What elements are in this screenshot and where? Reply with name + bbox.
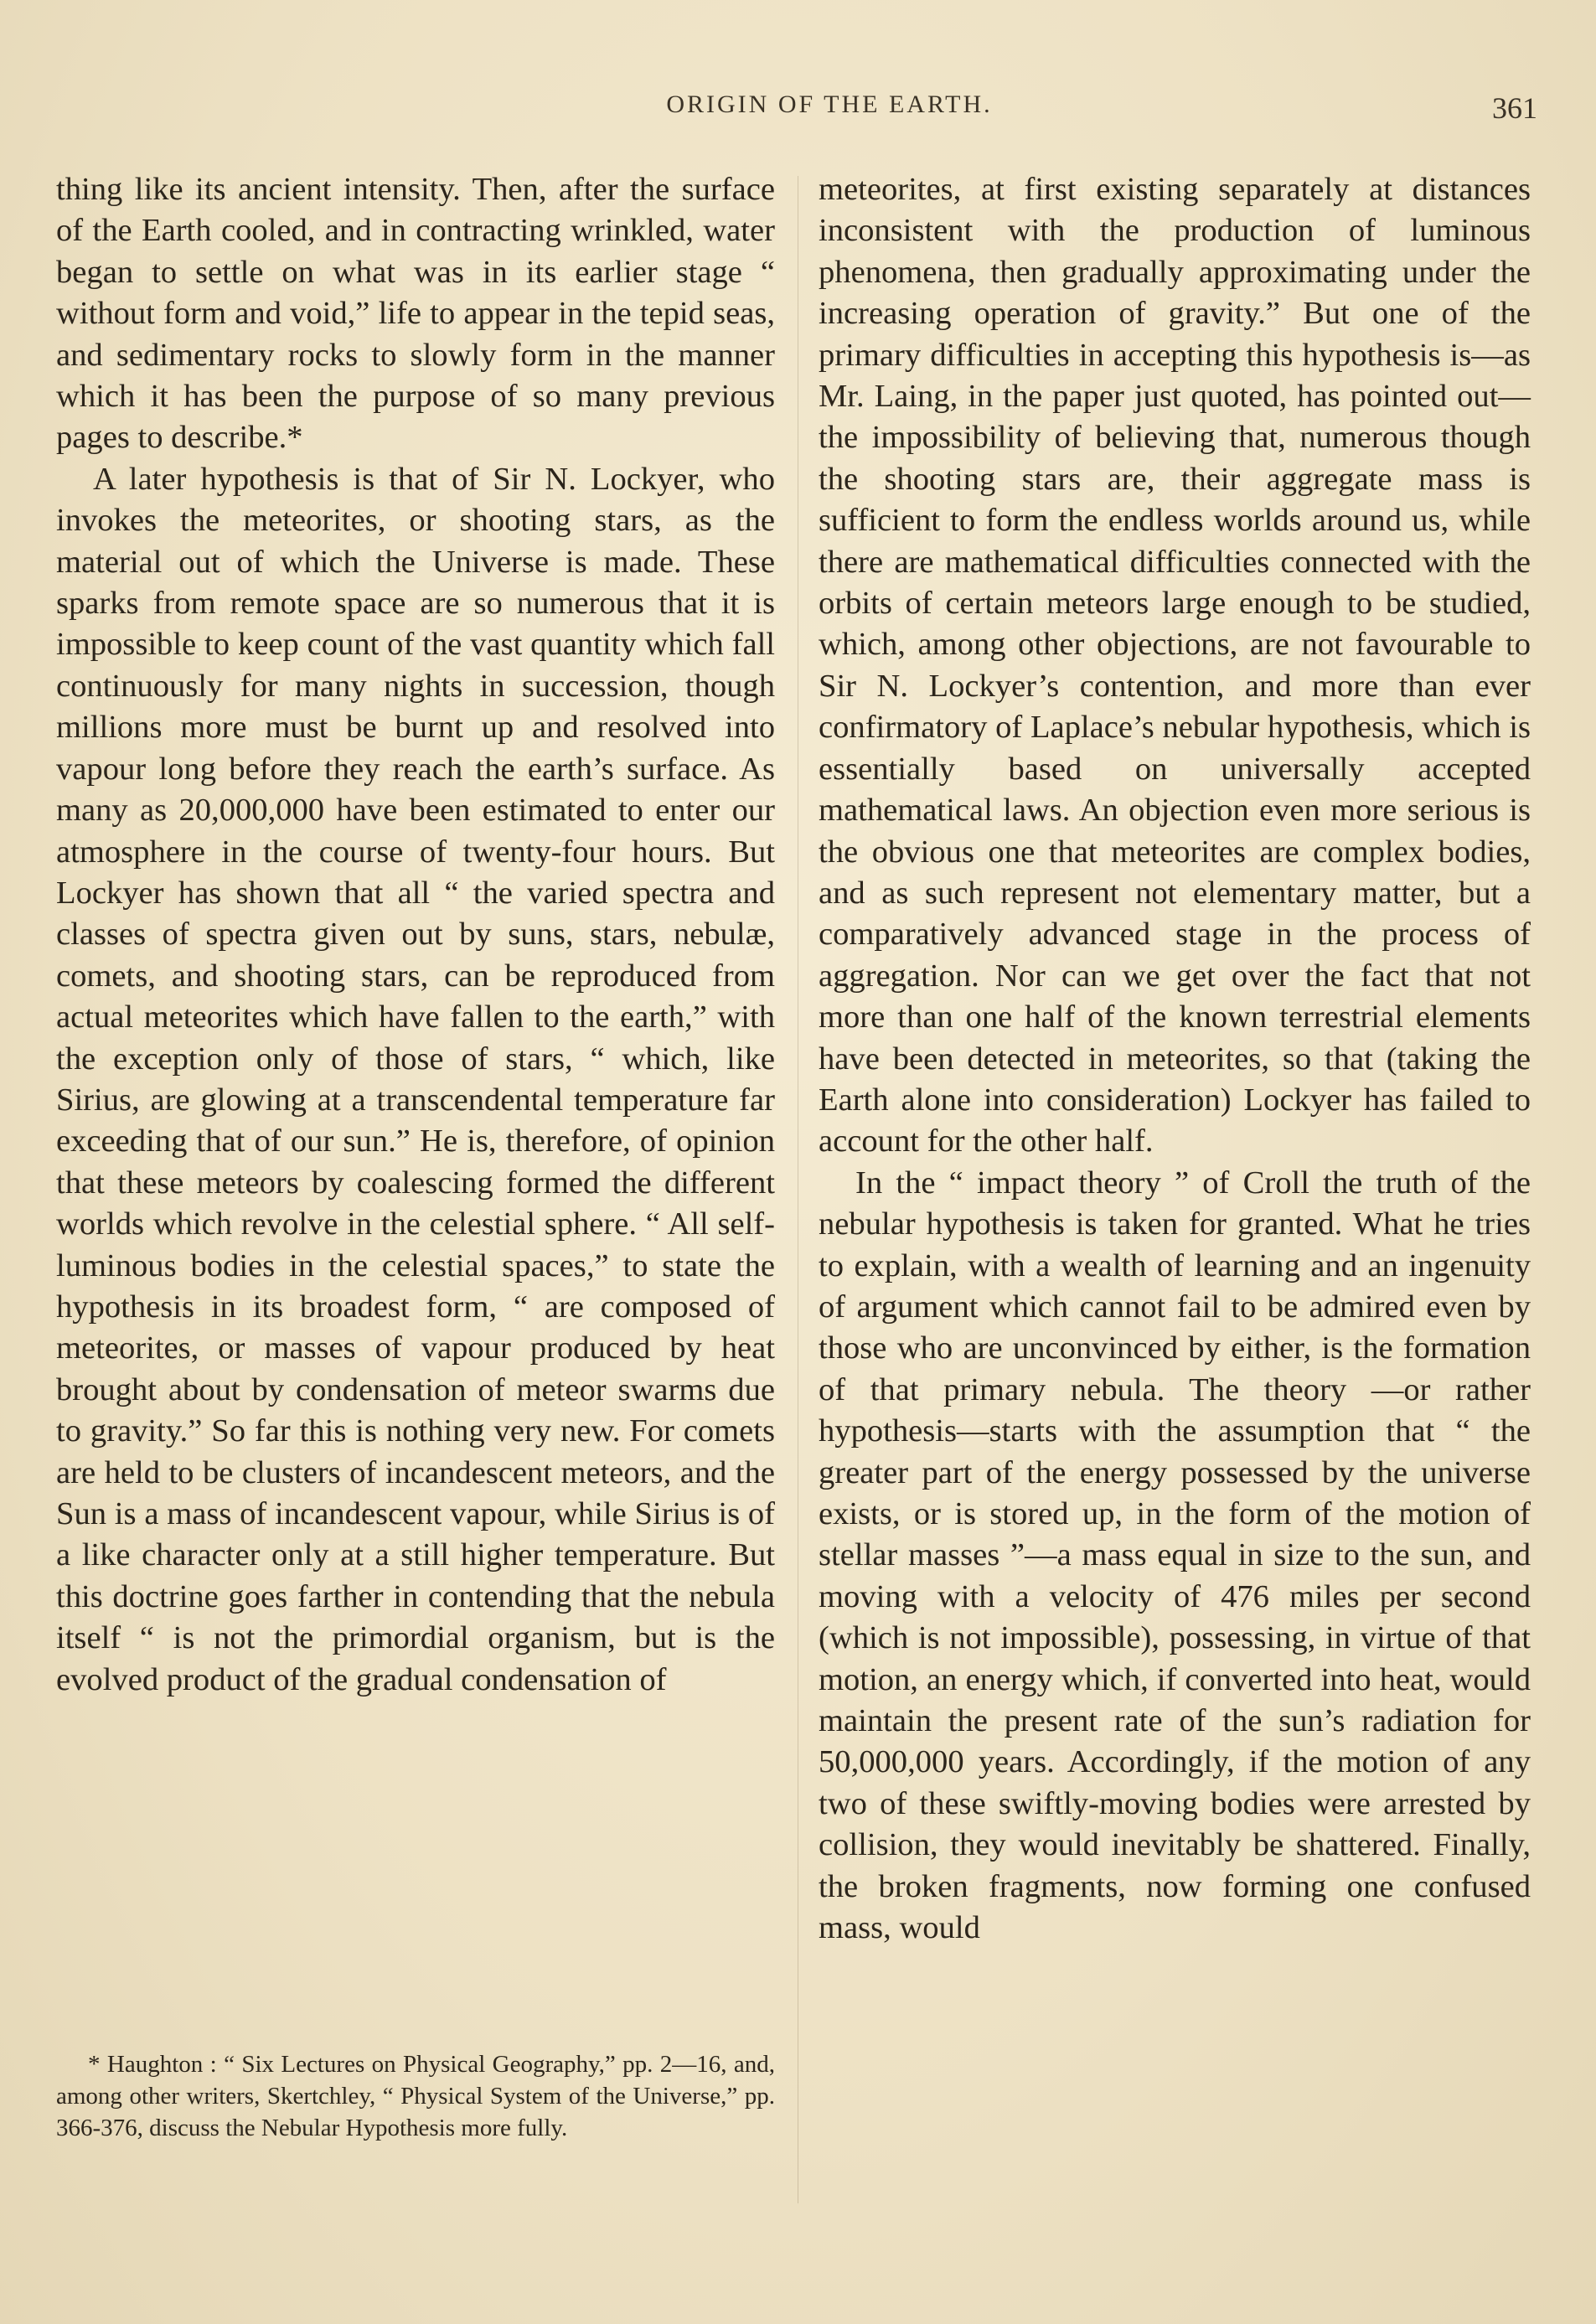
footnote-text: * Haughton : “ Six Lectures on Physical Geography,” pp. 2—16, and, among other writers, Skertchley, “ Physical System of the Universe,” pp. 366-376, discuss the Nebular Hypothesis more fully. [56,2051,775,2141]
right-paragraph-2: In the “ impact theory ” of Croll the truth of the nebular hypothesis is taken for granted. What he tries to explain, with a wealth of learning and an ingenuity of argument which cannot fail to be admired even by those who are unconvinced by either, is the formation of that primary nebula. The theory —or rather hypothesis—starts with the assumption that “ the greater part of the energy possessed by the universe exists, or is stored up, in the form of the motion of stellar masses ”—a mass equal in size to the sun, and moving with a velocity of 476 miles per second (which is not impossible), possessing, in virtue of that motion, an energy which, if converted into heat, would maintain the present rate of the sun’s radiation for 50,000,000 years. Accordingly, if the motion of any two of these swiftly-moving bodies were arrested by collision, they would inevitably be shattered. Finally, the broken fragments, now forming one confused mass, would [819,1165,1531,1946]
right-paragraph-1: meteorites, at first existing separately at distances inconsistent with the production of luminous phenomena, then gradually approximating under the increasing operation of gravity.” But one of the primary difficulties in accepting this hypothesis is—as Mr. Laing, in the paper just quoted, has pointed out—the impossibility of believing that, numerous though the shooting stars are, their aggregate mass is sufficient to form the endless worlds around us, while there are mathematical difficulties connected with the orbits of certain meteors large enough to be studied, which, among other objections, are not favourable to Sir N. Lockyer’s contention, and more than ever confirmatory of Laplace’s nebular hypothesis, which is essentially based on universally accepted mathematical laws. An objection even more serious is the obvious one that meteorites are complex bodies, and as such represent not elementary matter, but a comparatively advanced stage in the process of aggregation. Nor can we get over the fact that not more than one half of the known terrestrial elements have been detected in meteorites, so that (taking the Earth alone into consideration) Lockyer has failed to account for the other half. [819,172,1531,1159]
left-paragraph-2: A later hypothesis is that of Sir N. Lockyer, who invokes the meteorites, or shooting stars, as the material out of which the Universe is made. These sparks from remote space are so numerous that it is impossible to keep count of the vast quantity which fall continuously for many nights in succession, though millions more must be burnt up and resolved into vapour long before they reach the earth’s surface. As many as 20,000,000 have been estimated to enter our atmosphere in the course of twenty-four hours. But Lockyer has shown that all “ the varied spectra and classes of spectra given out by suns, stars, nebulæ, comets, and shooting stars, can be reproduced from actual meteorites which have fallen to the earth,” with the exception only of those of stars, “ which, like Sirius, are glowing at a transcendental temperature far exceeding that of our sun.” He is, therefore, of opinion that these meteors by coalescing formed the different worlds which revolve in the celestial sphere. “ All self-luminous bodies in the celestial spaces,” to state the hypothesis in its broadest form, “ are composed of meteorites, or masses of vapour produced by heat brought about by condensation of meteor swarms due to gravity.” So far this is nothing very new. For comets are held to be clusters of incandescent meteors, and the Sun is a mass of incandescent vapour, while Sirius is of a like character only at a still higher temperature. But this doctrine goes farther in contending that the nebula itself “ is not the primordial organism, but is the evolved product of the gradual condensation of [56,461,775,1697]
right-column [819,169,1531,1949]
running-header [50,90,1537,132]
left-column [56,169,775,1701]
left-paragraph-1: thing like its ancient intensity. Then, after the surface of the Earth cooled, and in contracting wrinkled, water began to settle on what was in its earlier stage “ without form and void,” life to appear in the tepid seas, and sedimentary rocks to slowly form in the manner which it has been the purpose of so many previous pages to describe.* [56,172,775,456]
footnote [56,2048,775,2144]
page-number: 361 [1492,91,1537,125]
running-title: ORIGIN OF THE EARTH. [666,90,993,118]
